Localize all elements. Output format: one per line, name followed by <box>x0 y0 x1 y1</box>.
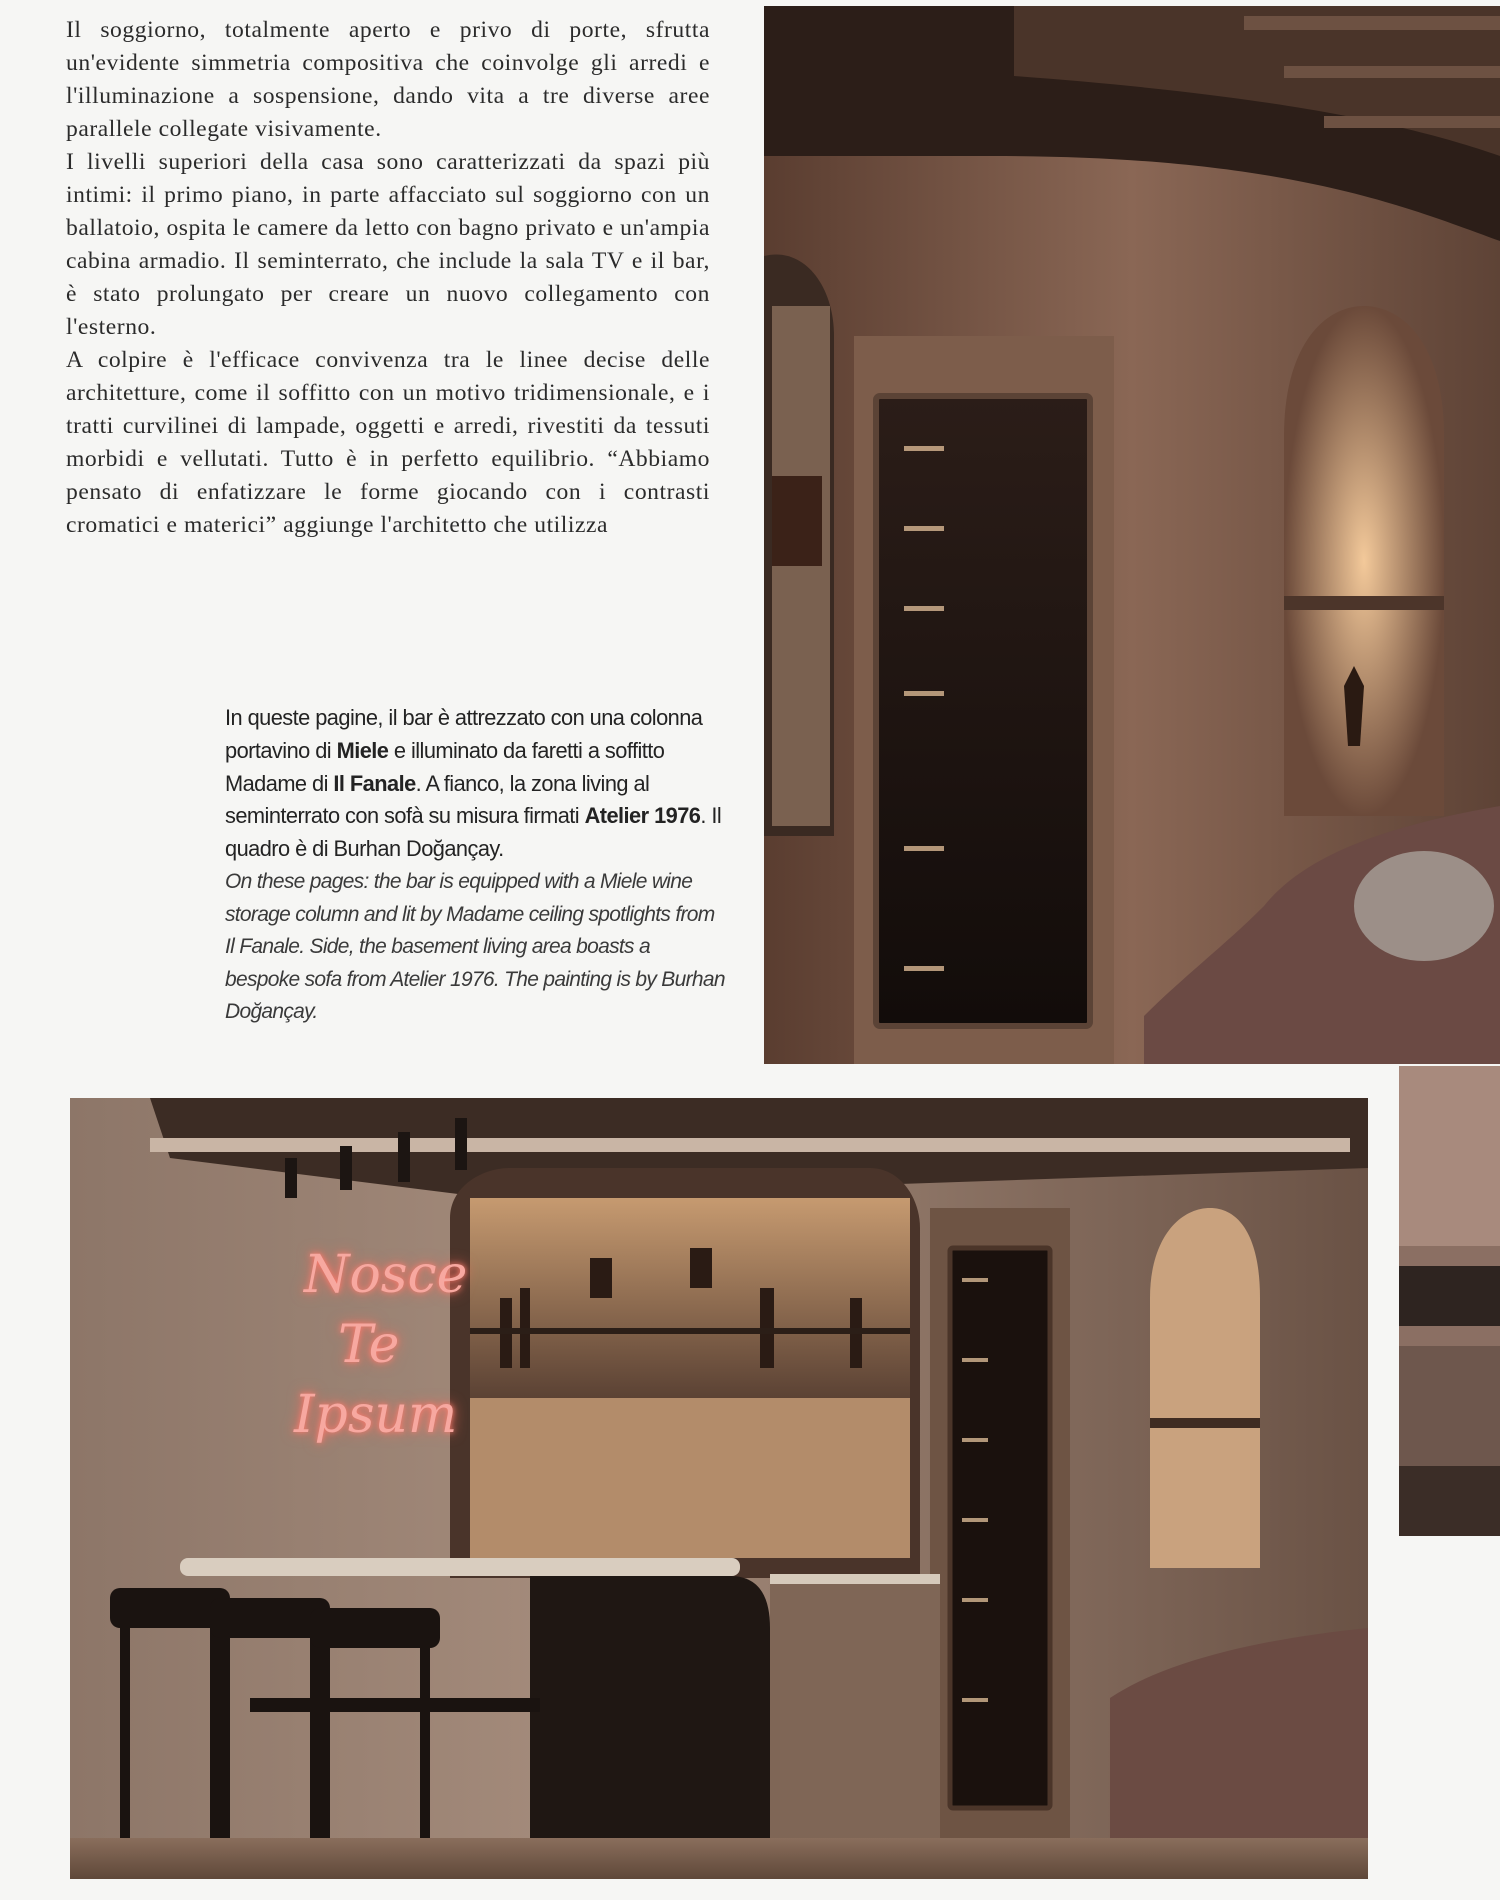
neon-line: Te <box>338 1315 400 1375</box>
neon-line: Ipsum <box>294 1385 458 1445</box>
sofa-detail-photo <box>1399 1066 1500 1536</box>
brand-atelier-1976: Atelier 1976 <box>584 803 701 829</box>
brand-il-fanale: Il Fanale <box>333 770 416 796</box>
article-paragraph: A colpire è l'efficace convivenza tra le linee decise delle architetture, come il soffitto con un motivo tridimensionale, e i tratti curvilinei di lampade, oggetti e arredi, rivestiti da tessuti morbidi e vellutati. Tutto è in perfetto equilibrio. “Abbiamo pensato di enfatizzare le forme giocando con i contrasti cromatici e materici” aggiunge l'architetto che utilizza <box>66 347 710 538</box>
article-paragraph: Il soggiorno, totalmente aperto e privo di porte, sfrutta un'evidente simmetria compositiva che coinvolge gli arredi e l'illuminazione a sospensione, dando vita a tre diverse aree parallele collegate visivamente. <box>66 17 710 142</box>
caption-english: On these pages: the bar is equipped with a Miele wine storage column and lit by Madame ceiling spotlights from Il Fanale. Side, the basement living area boasts a bespoke sofa from Atelier 1976. The painting is by Burhan Doğançay. <box>225 869 725 1024</box>
wine-column-photo <box>764 6 1500 1064</box>
brand-miele: Miele <box>336 737 389 763</box>
neon-sign <box>290 1240 470 1450</box>
article-paragraph: I livelli superiori della casa sono caratterizzati da spazi più intimi: il primo piano, in parte affacciato sul soggiorno con un ballatoio, ospita le camere da letto con bagno privato e un'ampia cabina armadio. Il seminterrato, che include la sala TV e il bar, è stato prolungato per creare un nuovo collegamento con l'esterno. <box>66 149 710 340</box>
photo-caption <box>225 702 725 1029</box>
article-body <box>66 14 710 542</box>
neon-line: Nosce <box>304 1245 468 1305</box>
caption-italian: In queste pagine, il bar è attrezzato con una colonna portavino di Miele e illuminato da faretti a soffitto Madame di Il Fanale. A fianco, la zona living al seminterrato con sofà su misura firmati Atelier 1976. Il quadro è di Burhan Doğançay. <box>225 705 722 862</box>
bar-photo <box>70 1098 1368 1879</box>
